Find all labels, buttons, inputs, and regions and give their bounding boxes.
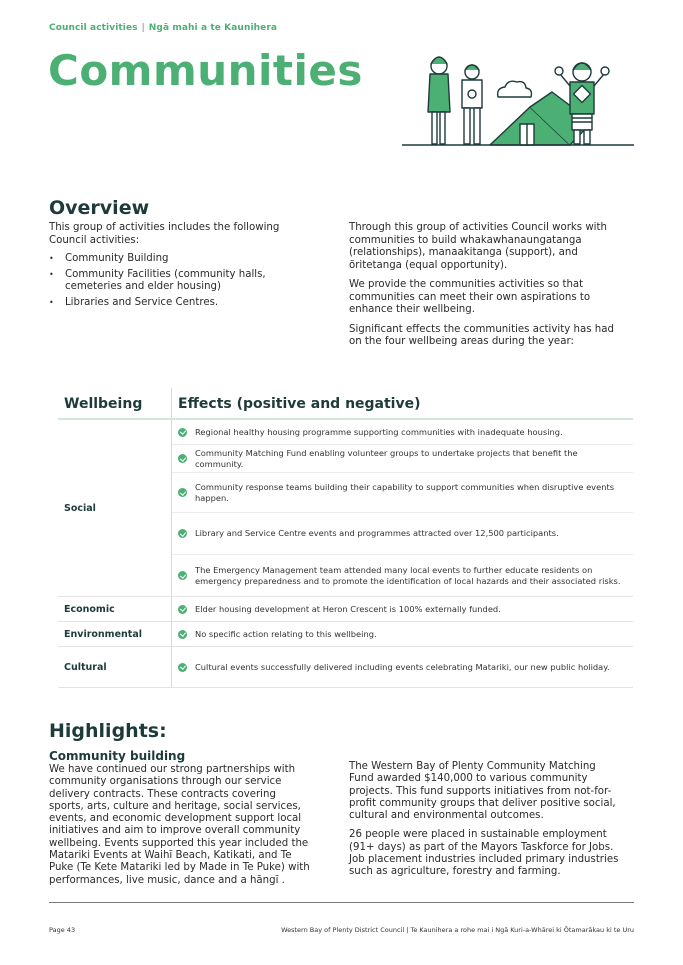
table-group-cultural bbox=[58, 647, 633, 688]
highlights-paragraph: The Western Bay of Plenty Community Matching Fund awarded $140,000 to various community projects. This fund supports initiatives from not-for-profit community groups that deliver positive social, cultural and environmental outcomes. bbox=[349, 761, 616, 822]
table-row bbox=[172, 513, 633, 555]
overview-heading: Overview bbox=[49, 197, 150, 219]
overview-paragraph: We provide the communities activities so that communities can meet their own aspirations to enhance their wellbeing. bbox=[349, 279, 591, 315]
check-icon bbox=[178, 529, 187, 538]
table-row bbox=[172, 420, 633, 445]
highlights-subheading: Community building bbox=[49, 749, 186, 763]
highlights-paragraph: 26 people were placed in sustainable employment (91+ days) as part of the Mayors Taskforce for Jobs. Job placement industries included primary industries such as agriculture, forestry and farming. bbox=[349, 829, 619, 878]
check-icon bbox=[178, 571, 187, 580]
table-row bbox=[172, 473, 633, 513]
table-row bbox=[172, 647, 633, 687]
breadcrumb-separator: | bbox=[141, 23, 145, 33]
table-group-economic bbox=[58, 597, 633, 622]
effect-text: Regional healthy housing programme supporting communities with inadequate housing. bbox=[195, 426, 563, 437]
effect-text: Cultural events successfully delivered including events celebrating Matariki, our new public holiday. bbox=[195, 661, 610, 672]
wellbeing-label: Cultural bbox=[64, 661, 107, 673]
check-icon bbox=[178, 428, 187, 437]
footer-organisation: Western Bay of Plenty District Council | Te Kaunihera a rohe mai i Ngā Kuri-a-Whārei ki Ōtamarākau ki te Uru bbox=[281, 926, 634, 934]
overview-right-column bbox=[349, 222, 619, 356]
effect-text: Library and Service Centre events and programmes attracted over 12,500 participants. bbox=[195, 528, 559, 539]
effect-text: No specific action relating to this wellbeing. bbox=[195, 628, 377, 639]
check-icon bbox=[178, 630, 187, 639]
table-row bbox=[172, 622, 633, 646]
table-row bbox=[172, 445, 633, 473]
overview-left-column bbox=[49, 222, 299, 312]
wellbeing-table bbox=[58, 388, 633, 688]
footer-divider bbox=[49, 902, 634, 903]
column-header-effects: Effects (positive and negative) bbox=[171, 388, 633, 418]
check-icon bbox=[178, 454, 187, 463]
overview-bullet-list bbox=[49, 253, 299, 309]
highlights-left-paragraph: We have continued our strong partnerships with community organisations through our service delivery contracts. These contracts covering sports, arts, culture and heritage, social services, events, and economic development support local initiatives and aim to improve overall community wellbeing. Events supported this year included the Matariki Events at Waihī Beach, Katikati, and Te Puke (Te Kete Matariki led by Made in Te Puke) with performances, live music, dance and a hāngī . bbox=[49, 764, 310, 886]
effect-text: Elder housing development at Heron Crescent is 100% externally funded. bbox=[195, 603, 501, 614]
table-header bbox=[58, 388, 633, 420]
page-number: Page 43 bbox=[49, 926, 76, 934]
table-row bbox=[172, 597, 633, 621]
breadcrumb-part-2: Ngā mahi a te Kaunihera bbox=[148, 23, 278, 33]
overview-intro: This group of activities includes the following Council activities: bbox=[49, 222, 280, 246]
list-item: • Community Facilities (community halls, cemeteries and elder housing) bbox=[49, 269, 299, 294]
breadcrumb-part-1: Council activities bbox=[49, 23, 138, 33]
overview-paragraph: Significant effects the communities activity has had on the four wellbeing areas during the year: bbox=[349, 323, 614, 347]
table-group-social bbox=[58, 420, 633, 597]
breadcrumb bbox=[49, 23, 277, 33]
table-group-environmental bbox=[58, 622, 633, 647]
highlights-right-column bbox=[349, 761, 621, 886]
effect-text: Community Matching Fund enabling volunteer groups to undertake projects that benefit the community. bbox=[195, 448, 578, 469]
page-title: Communities bbox=[48, 46, 363, 95]
table-row bbox=[172, 555, 633, 596]
check-icon bbox=[178, 488, 187, 497]
wellbeing-label: Social bbox=[64, 502, 96, 514]
wellbeing-label: Economic bbox=[64, 603, 115, 615]
highlights-heading: Highlights: bbox=[49, 720, 167, 742]
effect-text: Community response teams building their capability to support communities when disruptive events happen. bbox=[195, 482, 615, 503]
wellbeing-label: Environmental bbox=[64, 628, 142, 640]
overview-paragraph: Through this group of activities Council works with communities to build whakawhanaungatanga (relationships), manaakitanga (support), and ōritetanga (equal opportunity). bbox=[349, 222, 607, 271]
community-illustration bbox=[402, 52, 634, 150]
list-item: • Community Building bbox=[49, 253, 299, 266]
list-item: • Libraries and Service Centres. bbox=[49, 297, 299, 310]
effect-text: The Emergency Management team attended many local events to further educate residents on emergency preparedness and to promote the identification of local hazards and their associated risks. bbox=[195, 565, 621, 586]
check-icon bbox=[178, 605, 187, 614]
column-header-wellbeing: Wellbeing bbox=[64, 396, 143, 412]
check-icon bbox=[178, 663, 187, 672]
